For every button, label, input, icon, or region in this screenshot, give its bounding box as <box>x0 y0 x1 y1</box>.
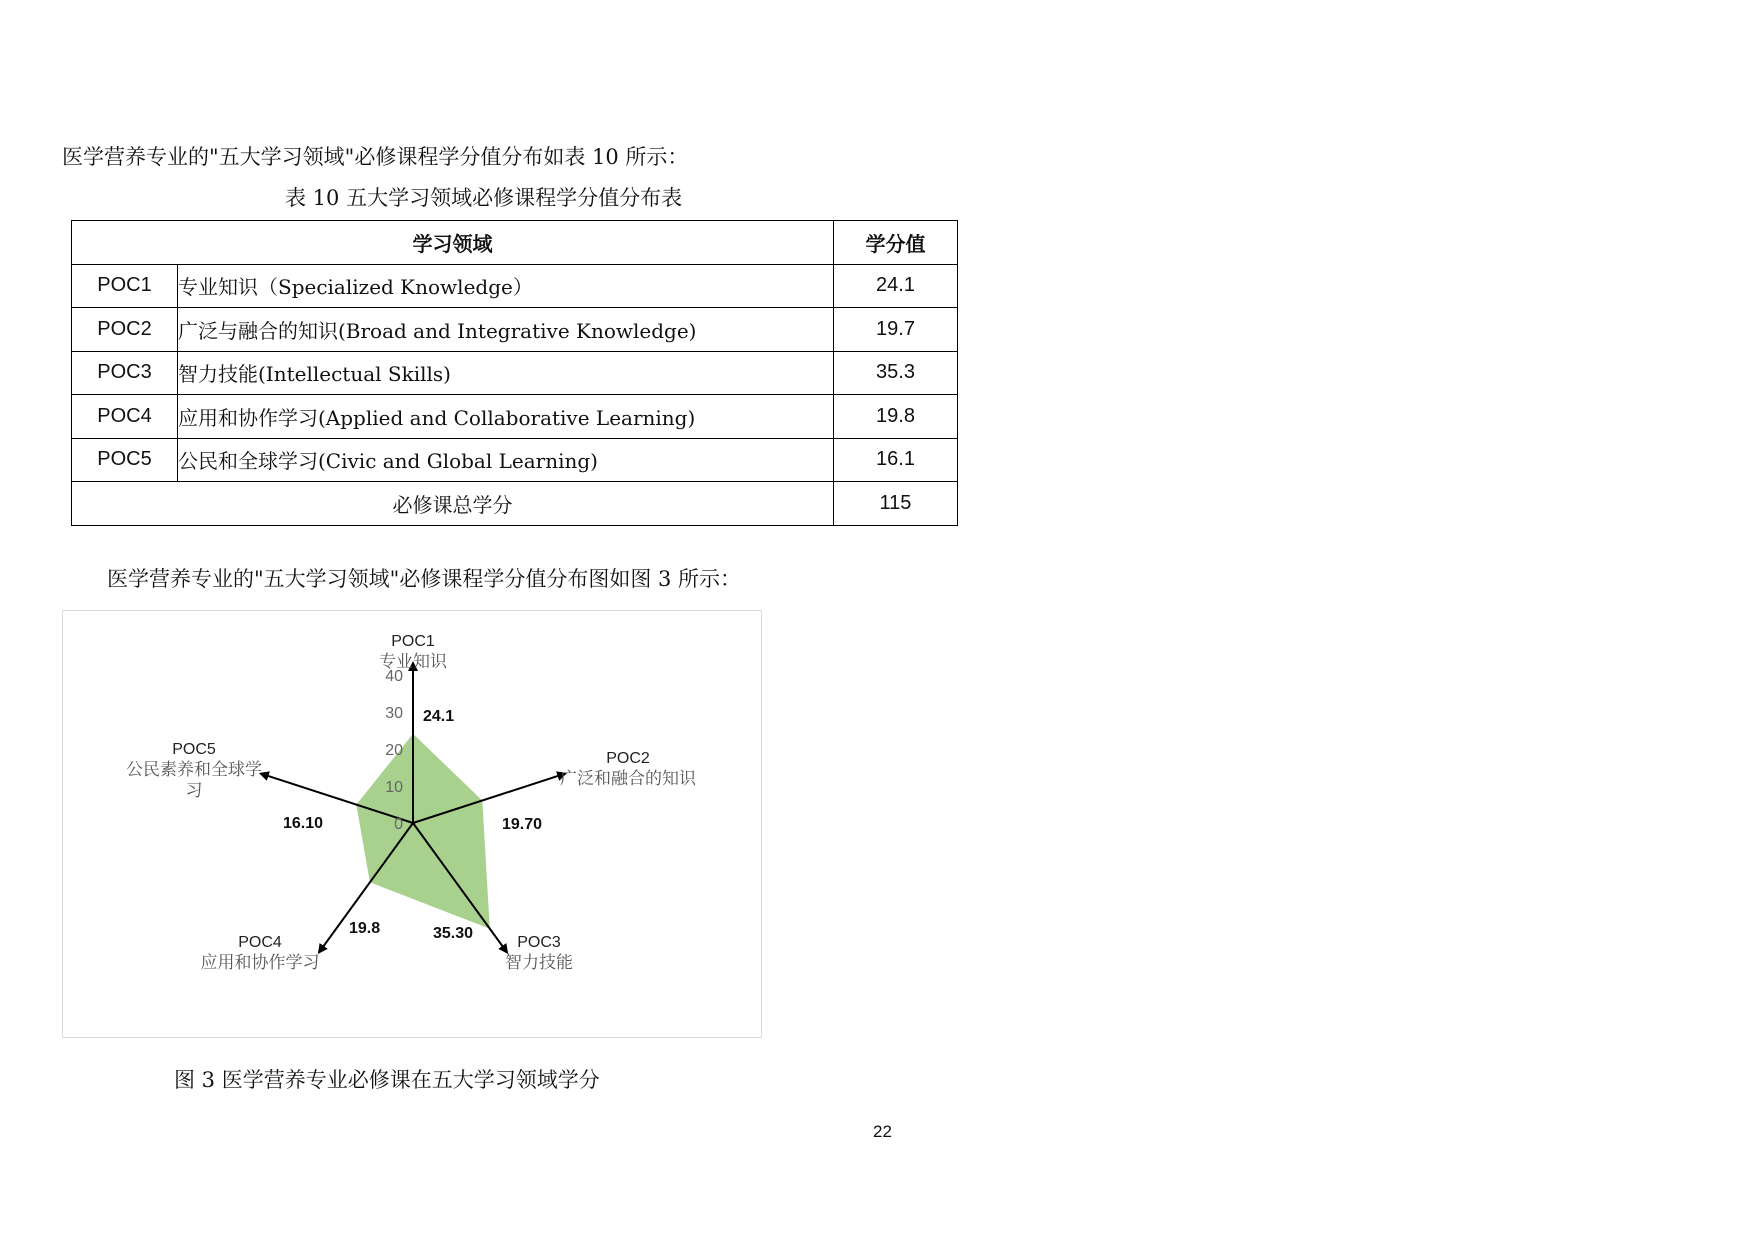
axis-code-label: POC4 <box>238 934 282 951</box>
row-code: POC1 <box>72 264 178 308</box>
radar-chart <box>62 610 762 1038</box>
header-domain: 学习领域 <box>72 221 834 265</box>
tick-label: 30 <box>385 705 403 722</box>
axis-name-label: 公民素养和全球学 <box>126 760 262 780</box>
tick-label: 0 <box>394 816 403 833</box>
row-code: POC4 <box>72 395 178 439</box>
total-value: 115 <box>834 482 958 526</box>
row-name: 应用和协作学习(Applied and Collaborative Learning) <box>178 395 834 439</box>
table-caption: 表 10 五大学习领域必修课程学分值分布表 <box>285 186 683 210</box>
radar-chart-svg <box>63 611 763 1039</box>
table-row <box>72 351 958 395</box>
axis-code-label: POC3 <box>517 934 561 951</box>
row-name: 广泛与融合的知识(Broad and Integrative Knowledge) <box>178 308 834 352</box>
page-number: 22 <box>873 1122 892 1141</box>
credits-table <box>71 220 958 526</box>
axis-name-label: 智力技能 <box>505 953 573 973</box>
row-code: POC2 <box>72 308 178 352</box>
row-code: POC5 <box>72 438 178 482</box>
row-code: POC3 <box>72 351 178 395</box>
intro-paragraph: 医学营养专业的"五大学习领域"必修课程学分值分布如表 10 所示： <box>62 145 689 169</box>
table-row <box>72 438 958 482</box>
axis-code-label: POC5 <box>172 741 216 758</box>
tick-label: 10 <box>385 779 403 796</box>
total-label: 必修课总学分 <box>72 482 834 526</box>
row-value: 16.1 <box>834 438 958 482</box>
figure-caption: 图 3 医学营养专业必修课在五大学习领域学分 <box>174 1068 600 1092</box>
table-row <box>72 264 958 308</box>
row-value: 24.1 <box>834 264 958 308</box>
table-header-row <box>72 221 958 265</box>
data-label: 16.10 <box>283 815 324 832</box>
axis-name-label: 应用和协作学习 <box>200 953 320 973</box>
figure-intro-paragraph: 医学营养专业的"五大学习领域"必修课程学分值分布图如图 3 所示： <box>107 567 742 591</box>
data-label: 24.1 <box>423 708 455 725</box>
row-value: 19.7 <box>834 308 958 352</box>
data-label: 35.30 <box>433 925 474 942</box>
data-label: 19.70 <box>502 816 543 833</box>
tick-label: 20 <box>385 742 403 759</box>
header-credit: 学分值 <box>834 221 958 265</box>
table-total-row <box>72 482 958 526</box>
axis-code-label: POC1 <box>391 633 435 650</box>
axis-name-label: 广泛和融合的知识 <box>560 769 696 789</box>
row-name: 专业知识（Specialized Knowledge） <box>178 264 834 308</box>
tick-label: 40 <box>385 668 403 685</box>
table-row <box>72 308 958 352</box>
axis-name-label: 专业知识 <box>379 652 447 672</box>
axis-code-label: POC2 <box>606 750 650 767</box>
table-row <box>72 395 958 439</box>
data-label: 19.8 <box>349 920 381 937</box>
row-name: 智力技能(Intellectual Skills) <box>178 351 834 395</box>
row-name: 公民和全球学习(Civic and Global Learning) <box>178 438 834 482</box>
axis-name-label: 习 <box>185 781 203 801</box>
row-value: 35.3 <box>834 351 958 395</box>
row-value: 19.8 <box>834 395 958 439</box>
